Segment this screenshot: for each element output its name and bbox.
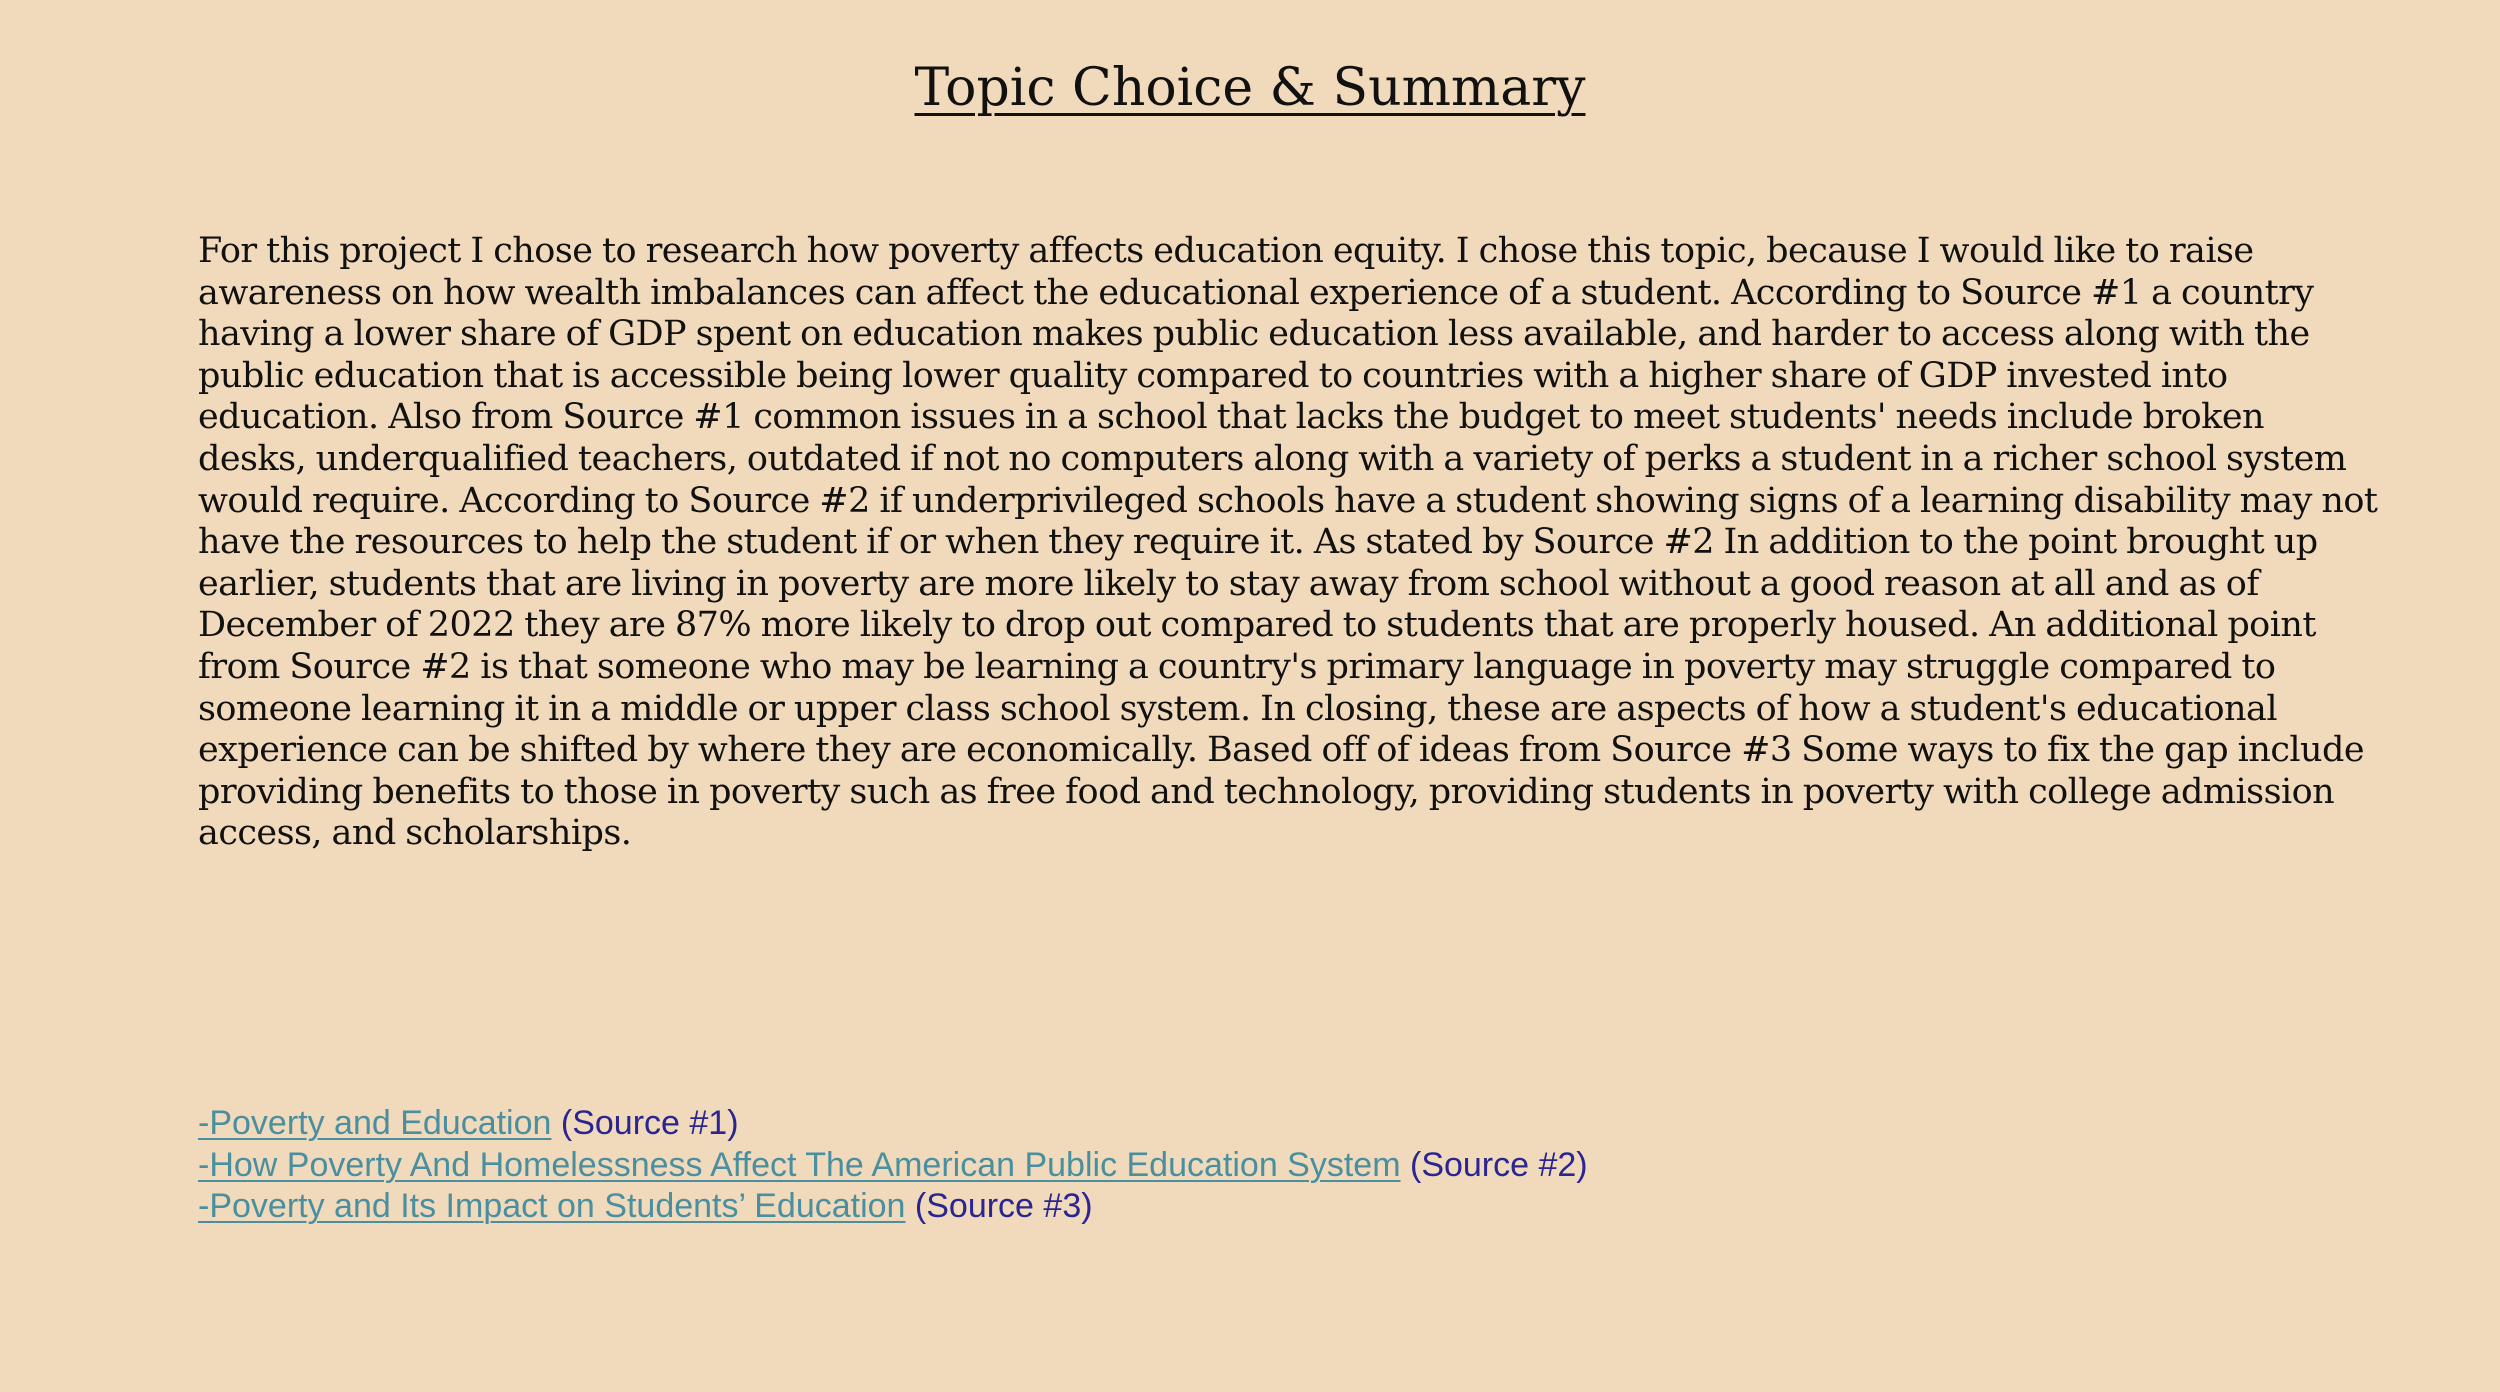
sources-list (198, 1103, 1588, 1228)
source-tag: (Source #2) (1400, 1145, 1588, 1184)
page-title: Topic Choice & Summary (914, 58, 1586, 118)
source-tag: (Source #3) (905, 1187, 1093, 1226)
summary-paragraph: For this project I chose to research how poverty affects education equity. I chose this topic, because I would like to raise awareness on how wealth imbalances can affect the educational experience of a student. According to Source #1 a country having a lower share of GDP spent on education makes public education less available, and harder to access along with the public education that is accessible being lower quality compared to countries with a higher share of GDP invested into education. Also from Source #1 common issues in a school that lacks the budget to meet students' needs include broken desks, underqualified teachers, outdated if not no computers along with a variety of perks a student in a richer school system would require. According to Source #2 if underprivileged schools have a student showing signs of a learning disability may not have the resources to help the student if or when they require it. As stated by Source #2 In addition to the point brought up earlier, students that are living in poverty are more likely to stay away from school without a good reason at all and as of December of 2022 they are 87% more likely to drop out compared to students that are properly housed. An additional point from Source #2 is that someone who may be learning a country's primary language in poverty may struggle compared to someone learning it in a middle or upper class school system. In closing, these are aspects of how a student's educational experience can be shifted by where they are economically. Based off of ideas from Source #3 Some ways to fix the gap include providing benefits to those in poverty such as free food and technology, providing students in poverty with college admission access, and scholarships. (198, 231, 2378, 854)
source-tag: (Source #1) (551, 1104, 739, 1142)
source-item-3 (198, 1186, 1588, 1228)
source-link-poverty-and-education[interactable]: -Poverty and Education (198, 1104, 552, 1142)
source-link-poverty-impact[interactable]: -Poverty and Its Impact on Students’ Education (198, 1187, 906, 1226)
source-item-1 (198, 1103, 1588, 1145)
source-link-poverty-homelessness[interactable]: -How Poverty And Homelessness Affect The American Public Education System (198, 1145, 1401, 1184)
source-item-2 (198, 1145, 1588, 1187)
